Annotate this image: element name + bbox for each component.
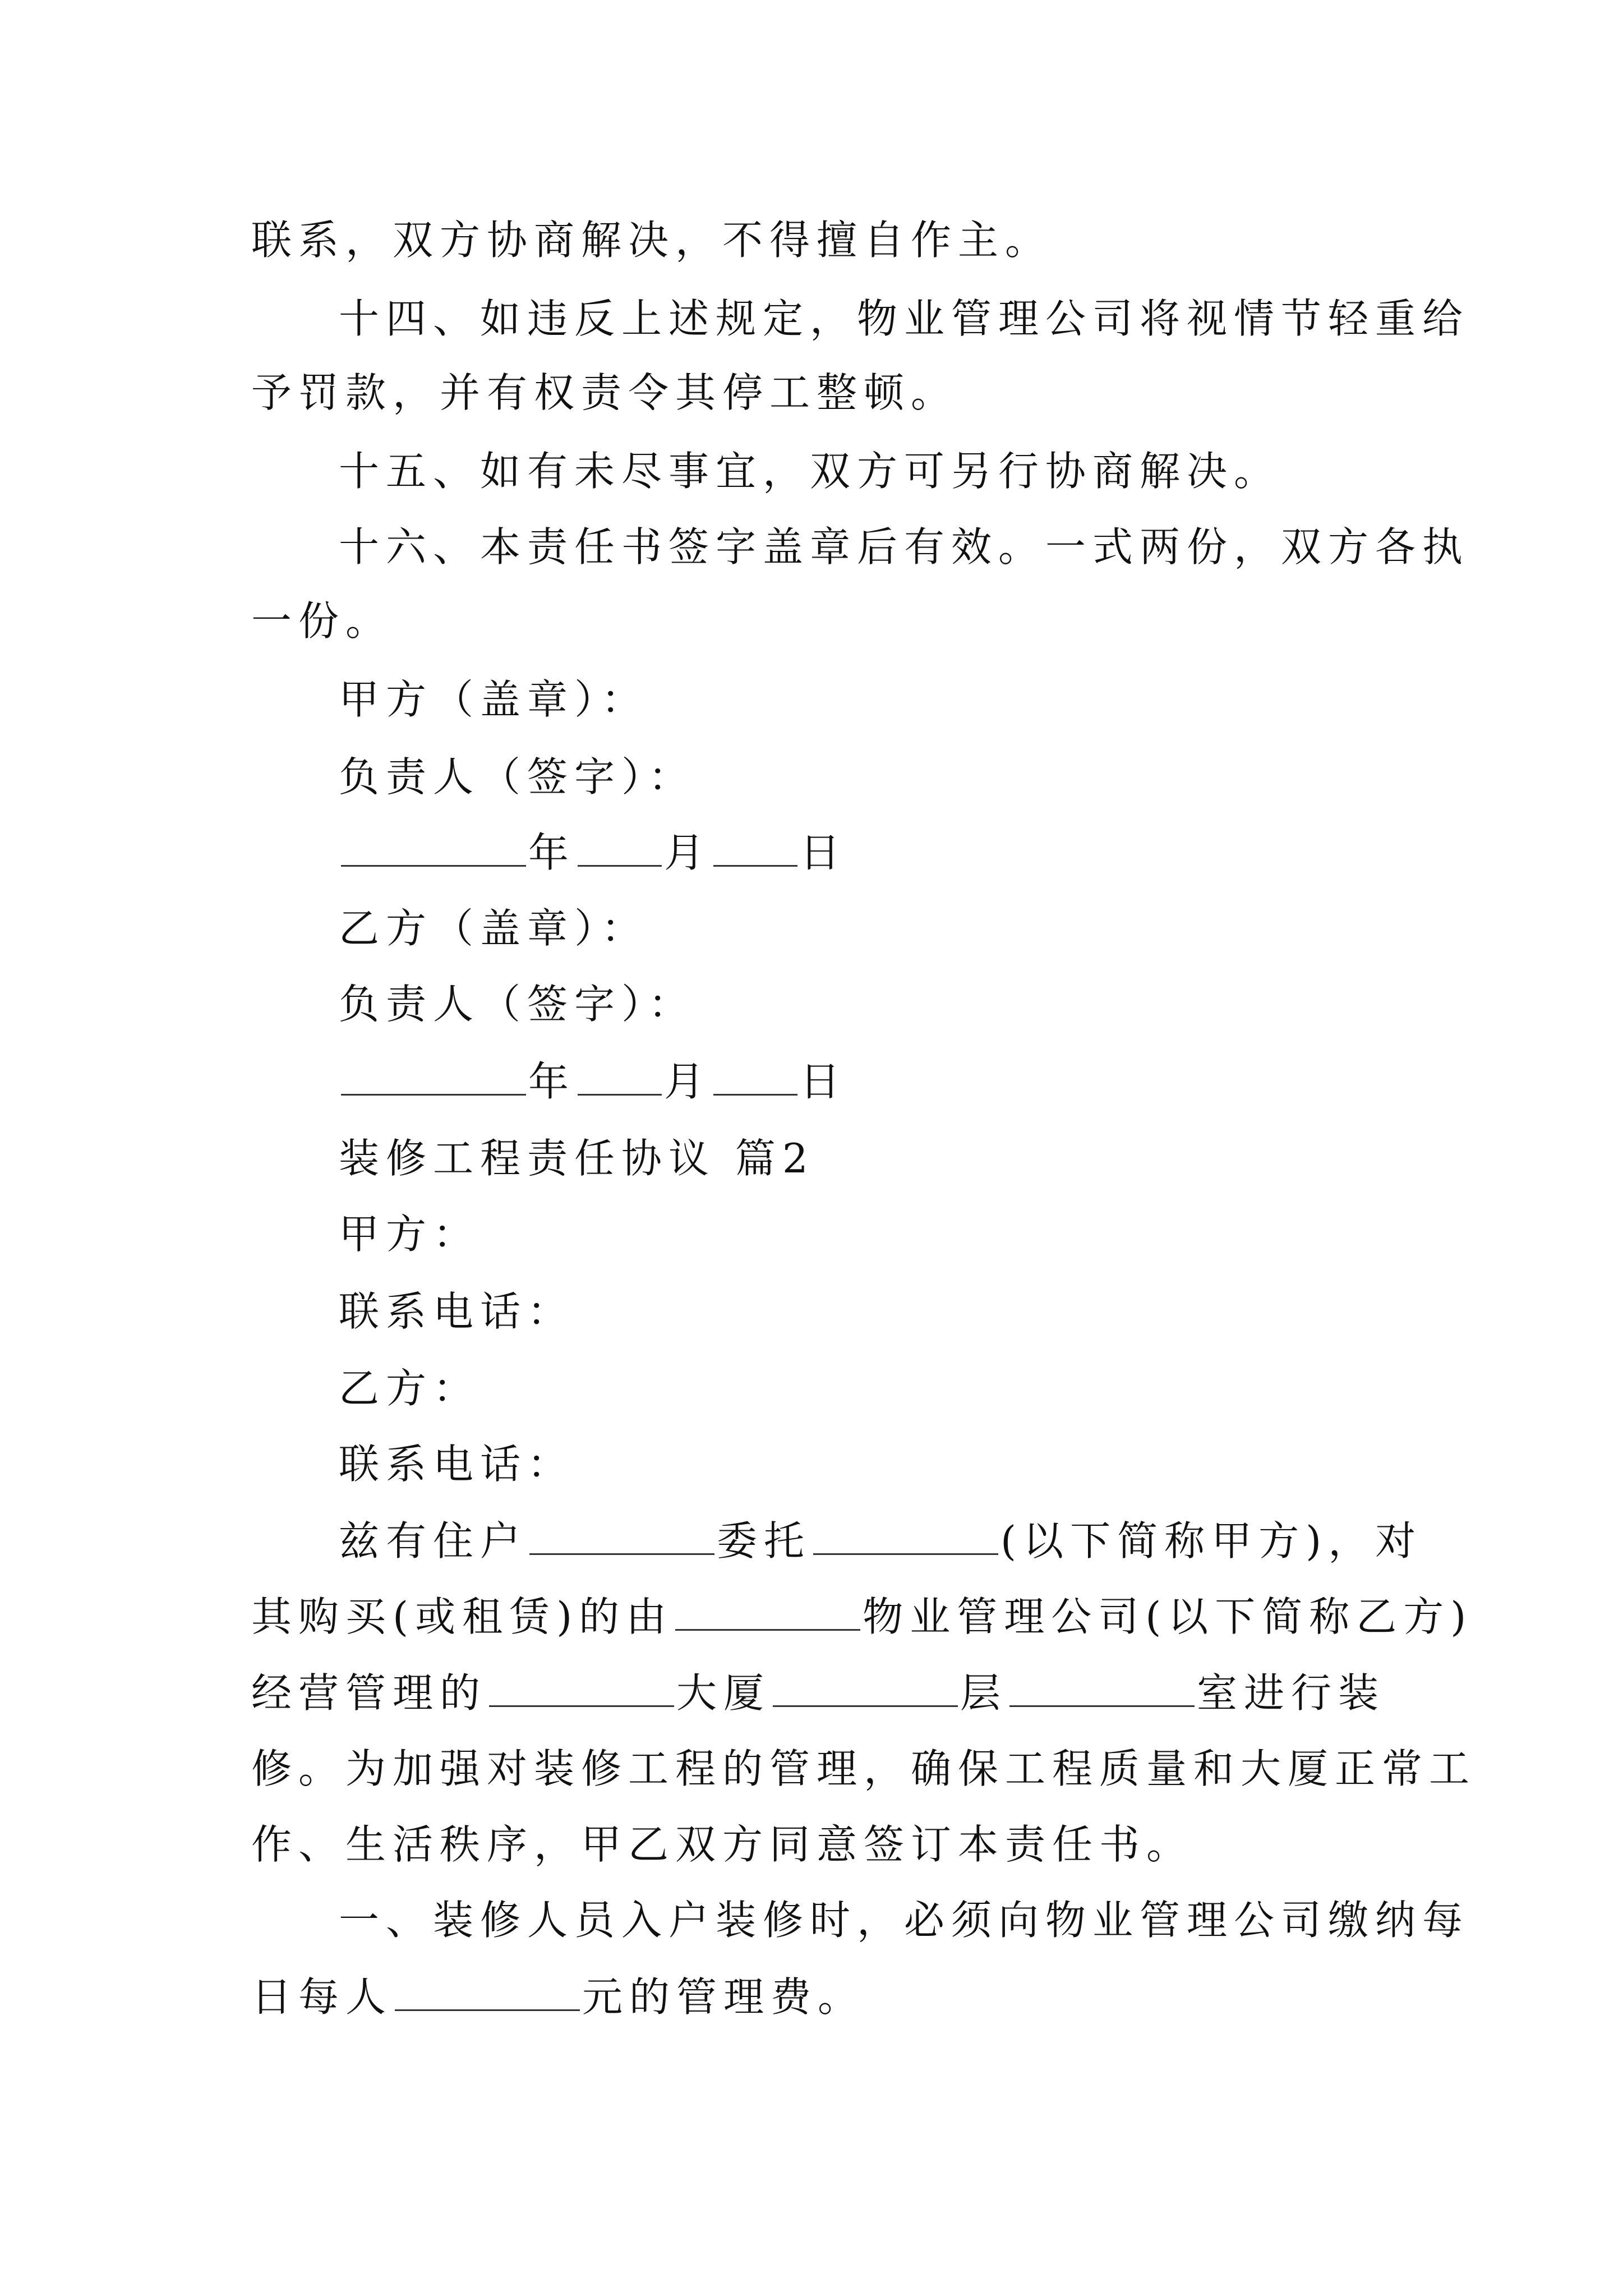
party-b-phone-label: 联系电话： — [339, 1441, 575, 1488]
text-segment: 其购买(或租赁)的由 — [251, 1593, 674, 1640]
party-b-label: 乙方： — [339, 1365, 481, 1412]
clause-16-line-1: 十六、本责任书签字盖章后有效。一式两份，双方各执 — [339, 523, 1470, 570]
entrust-line — [339, 1513, 1422, 1569]
party-a-seal-label: 甲方（盖章）： — [339, 676, 649, 723]
text-segment: 兹有住户 — [339, 1517, 528, 1565]
text-segment: 委托 — [717, 1517, 811, 1565]
building-line — [251, 1665, 1385, 1721]
month-label: 月 — [664, 1058, 712, 1105]
room-blank[interactable] — [1009, 1666, 1195, 1707]
clause-14-line-2: 予罚款，并有权责令其停工整顿。 — [251, 369, 958, 416]
month-blank[interactable] — [578, 1055, 662, 1096]
text-segment: 层 — [960, 1669, 1008, 1717]
party-b-date-line — [339, 1053, 847, 1110]
party-a-signer-label: 负责人（签字）： — [339, 753, 696, 800]
year-label: 年 — [528, 829, 576, 876]
text-segment: 元的管理费。 — [582, 1973, 865, 2021]
clause-1-line-1: 一、装修人员入户装修时，必须向物业管理公司缴纳每 — [339, 1897, 1470, 1944]
entrusted-blank[interactable] — [813, 1514, 998, 1555]
party-a-date-line — [339, 825, 847, 881]
clause-1-line-2 — [251, 1969, 865, 2025]
party-a-phone-label: 联系电话： — [339, 1288, 575, 1335]
clause-14-line-1: 十四、如违反上述规定，物业管理公司将视情节轻重给 — [339, 295, 1470, 342]
text-segment: 经营管理的 — [251, 1669, 487, 1717]
day-blank[interactable] — [713, 1055, 797, 1096]
party-b-signer-label: 负责人（签字）： — [339, 981, 696, 1028]
company-blank[interactable] — [675, 1590, 860, 1631]
text-segment: 日每人 — [251, 1973, 393, 2021]
year-blank[interactable] — [341, 1055, 526, 1096]
day-label: 日 — [800, 829, 847, 876]
year-label: 年 — [528, 1058, 576, 1105]
text-line: 联系，双方协商解决，不得擅自作主。 — [251, 217, 1053, 264]
clause-16-line-2: 一份。 — [251, 597, 393, 645]
day-label: 日 — [800, 1058, 847, 1105]
day-blank[interactable] — [713, 826, 797, 867]
text-line: 作、生活秩序，甲乙双方同意签订本责任书。 — [251, 1821, 1194, 1868]
year-blank[interactable] — [341, 826, 526, 867]
building-blank[interactable] — [489, 1666, 674, 1707]
text-segment: 室进行装 — [1197, 1669, 1386, 1717]
text-segment: 大厦 — [676, 1669, 771, 1717]
section-title: 装修工程责任协议 篇2 — [339, 1135, 815, 1182]
resident-blank[interactable] — [529, 1514, 714, 1555]
floor-blank[interactable] — [773, 1666, 958, 1707]
party-a-label: 甲方： — [339, 1211, 481, 1258]
party-b-seal-label: 乙方（盖章）： — [339, 905, 649, 952]
purchase-line — [251, 1589, 1473, 1645]
clause-15: 十五、如有未尽事宜，双方可另行协商解决。 — [339, 448, 1281, 495]
text-segment: 物业管理公司(以下简称乙方) — [863, 1593, 1473, 1640]
month-label: 月 — [664, 829, 712, 876]
text-line: 修。为加强对装修工程的管理，确保工程质量和大厦正常工 — [251, 1745, 1477, 1792]
month-blank[interactable] — [578, 826, 662, 867]
text-segment: (以下简称甲方)，对 — [1000, 1517, 1423, 1565]
fee-blank[interactable] — [395, 1970, 580, 2011]
